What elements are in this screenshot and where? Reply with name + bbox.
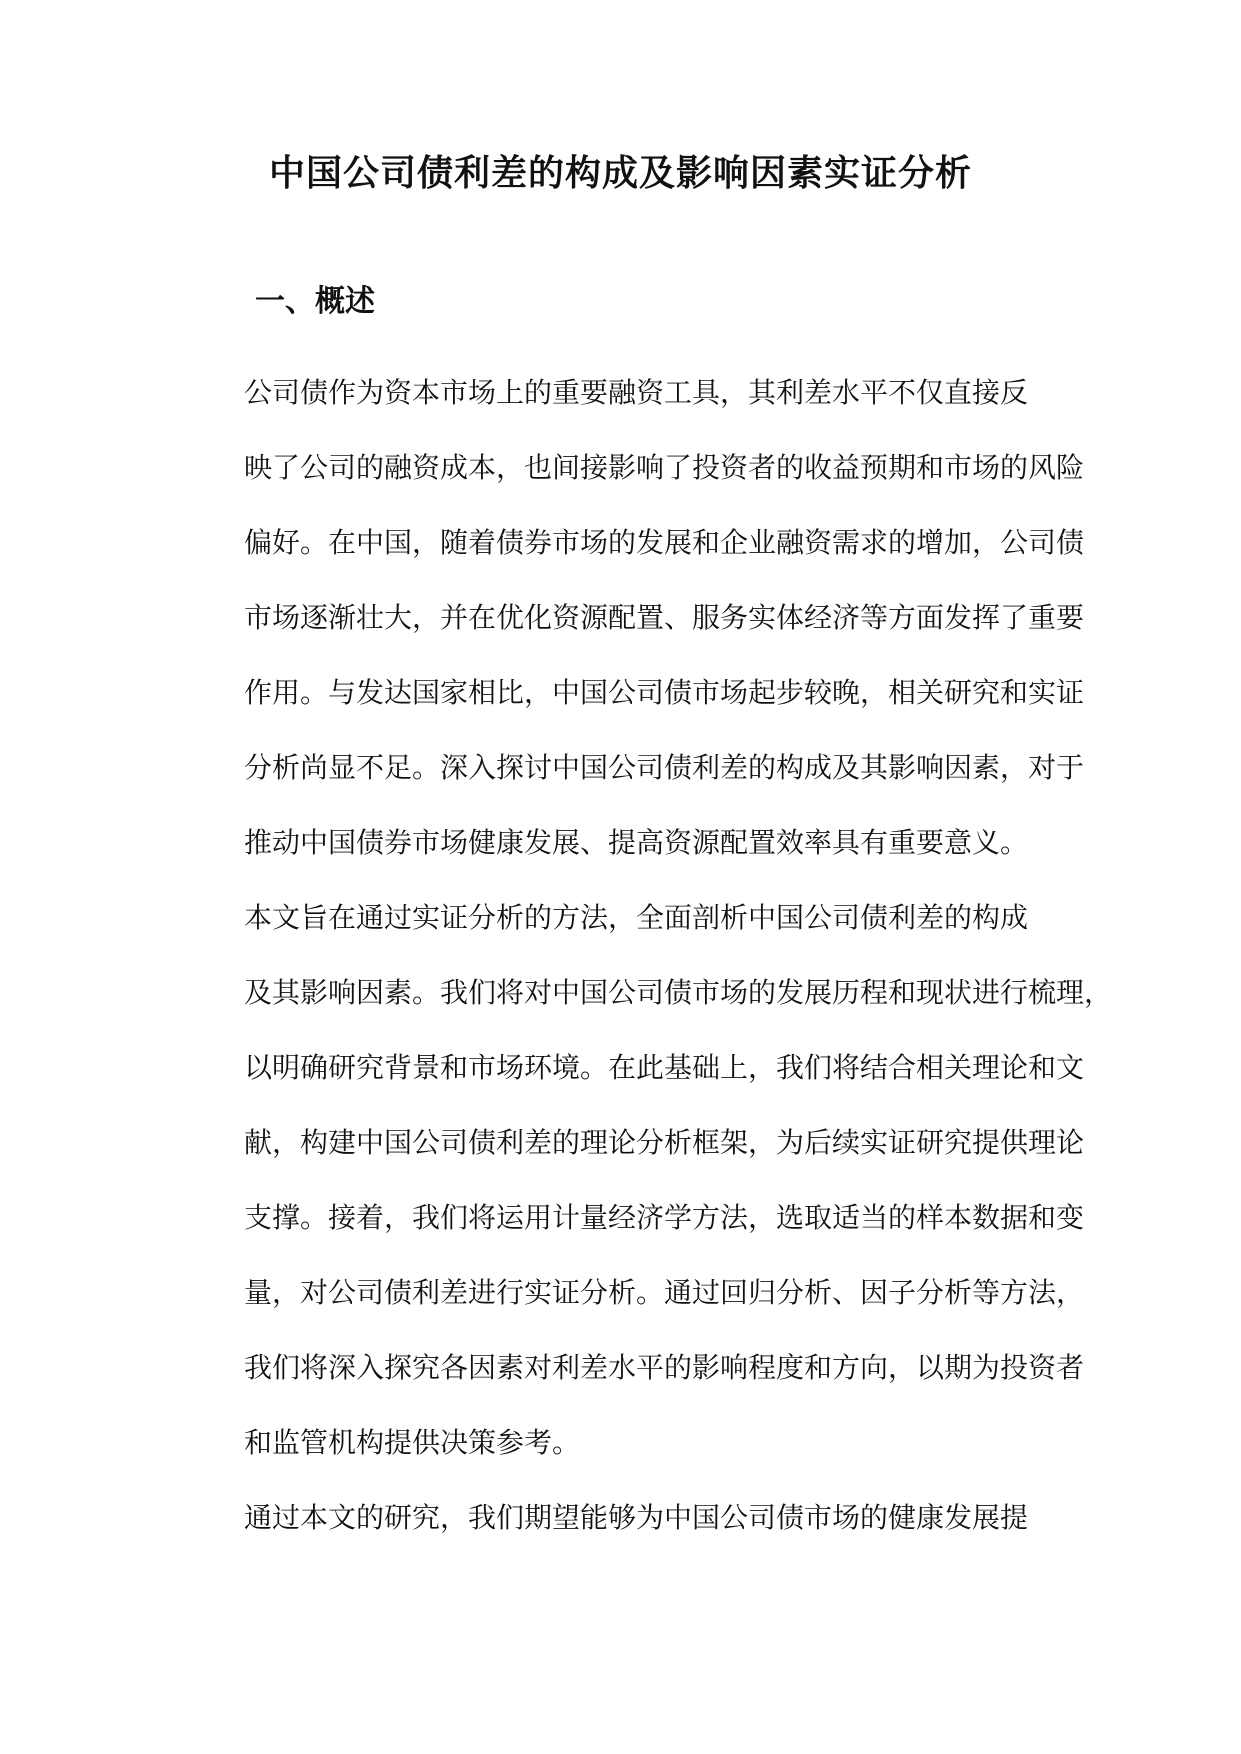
paragraph-line: 及其影响因素。我们将对中国公司债市场的发展历程和现状进行梳理， xyxy=(244,976,1113,1009)
paragraph-line: 本文旨在通过实证分析的方法，全面剖析中国公司债利差的构成 xyxy=(244,901,1029,934)
section-heading-overview: 一、概述 xyxy=(255,284,375,319)
paragraph-line: 通过本文的研究，我们期望能够为中国公司债市场的健康发展提 xyxy=(244,1501,1029,1534)
paragraph-overview-2 xyxy=(188,880,1113,1480)
paragraph-line: 偏好。在中国，随着债券市场的发展和企业融资需求的增加，公司债 xyxy=(244,526,1085,559)
paragraph-line: 献，构建中国公司债利差的理论分析框架，为后续实证研究提供理论 xyxy=(244,1126,1085,1159)
paragraph-line: 量，对公司债利差进行实证分析。通过回归分析、因子分析等方法， xyxy=(244,1276,1085,1309)
paragraph-line: 市场逐渐壮大，并在优化资源配置、服务实体经济等方面发挥了重要 xyxy=(244,601,1085,634)
paragraph-line: 分析尚显不足。深入探讨中国公司债利差的构成及其影响因素，对于 xyxy=(244,751,1085,784)
paragraph-overview-3 xyxy=(188,1480,1048,1555)
paragraph-overview-1 xyxy=(188,355,1085,880)
paragraph-line: 公司债作为资本市场上的重要融资工具，其利差水平不仅直接反 xyxy=(244,376,1029,409)
paragraph-line: 映了公司的融资成本，也间接影响了投资者的收益预期和市场的风险 xyxy=(244,451,1085,484)
paragraph-line: 推动中国债券市场健康发展、提高资源配置效率具有重要意义。 xyxy=(244,826,1029,859)
paragraph-line: 支撑。接着，我们将运用计量经济学方法，选取适当的样本数据和变 xyxy=(244,1201,1085,1234)
paragraph-line: 我们将深入探究各因素对利差水平的影响程度和方向，以期为投资者 xyxy=(244,1351,1085,1384)
paragraph-line: 和监管机构提供决策参考。 xyxy=(244,1426,581,1459)
paragraph-line: 以明确研究背景和市场环境。在此基础上，我们将结合相关理论和文 xyxy=(244,1051,1085,1084)
document-title: 中国公司债利差的构成及影响因素实证分析 xyxy=(268,153,972,194)
paragraph-line: 作用。与发达国家相比，中国公司债市场起步较晚，相关研究和实证 xyxy=(244,676,1085,709)
